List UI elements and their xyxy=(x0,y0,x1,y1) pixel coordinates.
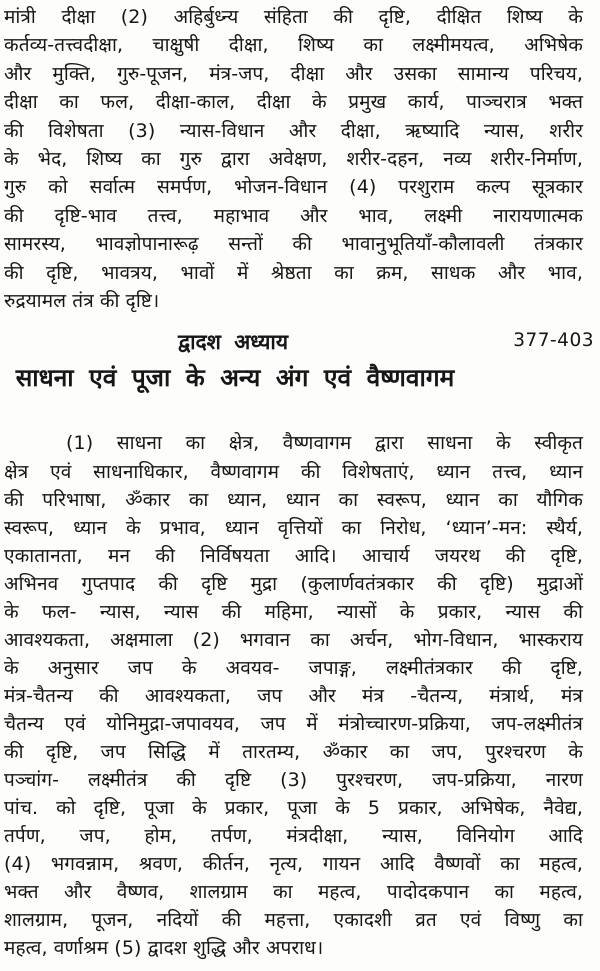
text-line: सामरस्य, भावज्ञोपानारूढ़ सन्तों की भावानुभूतियाँ-कौलावली तंत्रकार xyxy=(4,233,583,256)
text-line: (4) भगवन्नाम, श्रवण, कीर्तन, नृत्य, गायन आदि वैष्णवों का महत्व, xyxy=(4,853,583,876)
text-line: (1) साधना का क्षेत्र, वैष्णवागम द्वारा साधना के स्वीकृत xyxy=(66,432,583,455)
text-line: दीक्षा का फल, दीक्षा-काल, दीक्षा के प्रमुख कार्य, पाञ्चरात्र भक्त xyxy=(4,91,583,114)
paragraph-chapter11-contents xyxy=(0,3,600,315)
text-line: स्वरूप, ध्यान के प्रभाव, ध्यान वृत्तियों का निरोध, ‘ध्यान’-मन: स्थैर्य, xyxy=(4,516,583,539)
text-line: के अनुसार जप के अवयव- जपाङ्ग, लक्ष्मीतंत्रकार की दृष्टि, xyxy=(4,656,583,679)
text-line: की परिभाषा, ॐकार का ध्यान, ध्यान का स्वरूप, ध्यान का यौगिक xyxy=(4,488,583,511)
text-line: एकातानता, मन की निर्विषयता आदि। आचार्य जयरथ की दृष्टि, xyxy=(4,544,583,567)
text-line: के भेद, शिष्य का गुरु द्वारा अवेक्षण, शरीर-दहन, नव्य शरीर-निर्माण, xyxy=(4,148,583,171)
text-line: क्षेत्र एवं साधनाधिकार, वैष्णवागम की विशेषताएं, ध्यान तत्त्व, ध्यान xyxy=(4,460,583,483)
chapter-subtitle: साधना एवं पूजा के अन्य अंग एवं वैष्णवागम xyxy=(15,363,455,393)
text-line: कर्तव्य-तत्त्वदीक्षा, चाक्षुषी दीक्षा, शिष्य का लक्ष्मीमयत्व, अभिषेक xyxy=(4,34,583,57)
text-line: रुद्रयामल तंत्र की दृष्टि। xyxy=(4,290,160,313)
text-line: के फल- न्यास, न्यास की महिमा, न्यासों के प्रकार, न्यास की xyxy=(4,600,583,623)
chapter-heading-block xyxy=(0,328,600,395)
text-line: की दृष्टि, भावत्रय, भावों में श्रेष्ठता का क्रम, साधक और भाव, xyxy=(4,261,583,284)
text-line: चैतन्य एवं योनिमुद्रा-जपावयव, जप में मंत्रोच्चारण-प्रक्रिया, जप-लक्ष्मीतंत्र xyxy=(4,712,583,735)
text-line: की विशेषता (3) न्यास-विधान और दीक्षा, ऋष्यादि न्यास, शरीर xyxy=(4,119,583,142)
text-line: आवश्यकता, अक्षमाला (2) भगवान का अर्चन, भोग-विधान, भास्कराय xyxy=(4,628,583,651)
text-line: मंत्र-चैतन्य की आवश्यकता, जप और मंत्र -चैतन्य, मंत्रार्थ, मंत्र xyxy=(4,684,583,707)
paragraph-chapter12-contents xyxy=(0,429,600,962)
text-line: की दृष्टि-भाव तत्त्व, महाभाव और भाव, लक्ष्मी नारायणात्मक xyxy=(4,204,583,227)
text-line: तर्पण, जप, होम, तर्पण, मंत्रदीक्षा, न्यास, विनियोग आदि xyxy=(4,825,583,848)
text-line: अभिनव गुप्तपाद की दृष्टि मुद्रा (कुलार्णवतंत्रकार की दृष्टि) मुद्राओं xyxy=(4,572,583,595)
text-line: भक्त और वैष्णव, शालग्राम का महत्व, पादोदकपान का महत्व, xyxy=(4,881,583,904)
text-line: की दृष्टि, जप सिद्धि में तारतम्य, ॐकार का जप, पुरश्चरण के xyxy=(4,740,583,763)
text-line: पञ्चांग- लक्ष्मीतंत्र की दृष्टि (3) पुरश्चरण, जप-प्रक्रिया, नारण xyxy=(4,769,583,792)
text-line: गुरु को सर्वात्म समर्पण, भोजन-विधान (4) परशुराम कल्प सूत्रकार xyxy=(4,176,583,199)
text-line: और मुक्ति, गुरु-पूजन, मंत्र-जप, दीक्षा और उसका सामान्य परिचय, xyxy=(4,62,583,85)
text-line: महत्व, वर्णाश्रम (5) द्वादश शुद्धि और अपराध। xyxy=(4,937,324,960)
chapter-page-range: 377-403 xyxy=(513,330,594,352)
text-line: मांत्री दीक्षा (2) अहिर्बुध्न्य संहिता की दृष्टि, दीक्षित शिष्य के xyxy=(4,6,583,28)
chapter-title: द्वादश अध्याय xyxy=(178,330,288,355)
text-line: शालग्राम, पूजन, नदियों की महत्ता, एकादशी व्रत एवं विष्णु का xyxy=(4,909,583,932)
text-line: पांच. को दृष्टि, पूजा के प्रकार, पूजा के 5 प्रकार, अभिषेक, नैवेद्य, xyxy=(4,797,583,820)
